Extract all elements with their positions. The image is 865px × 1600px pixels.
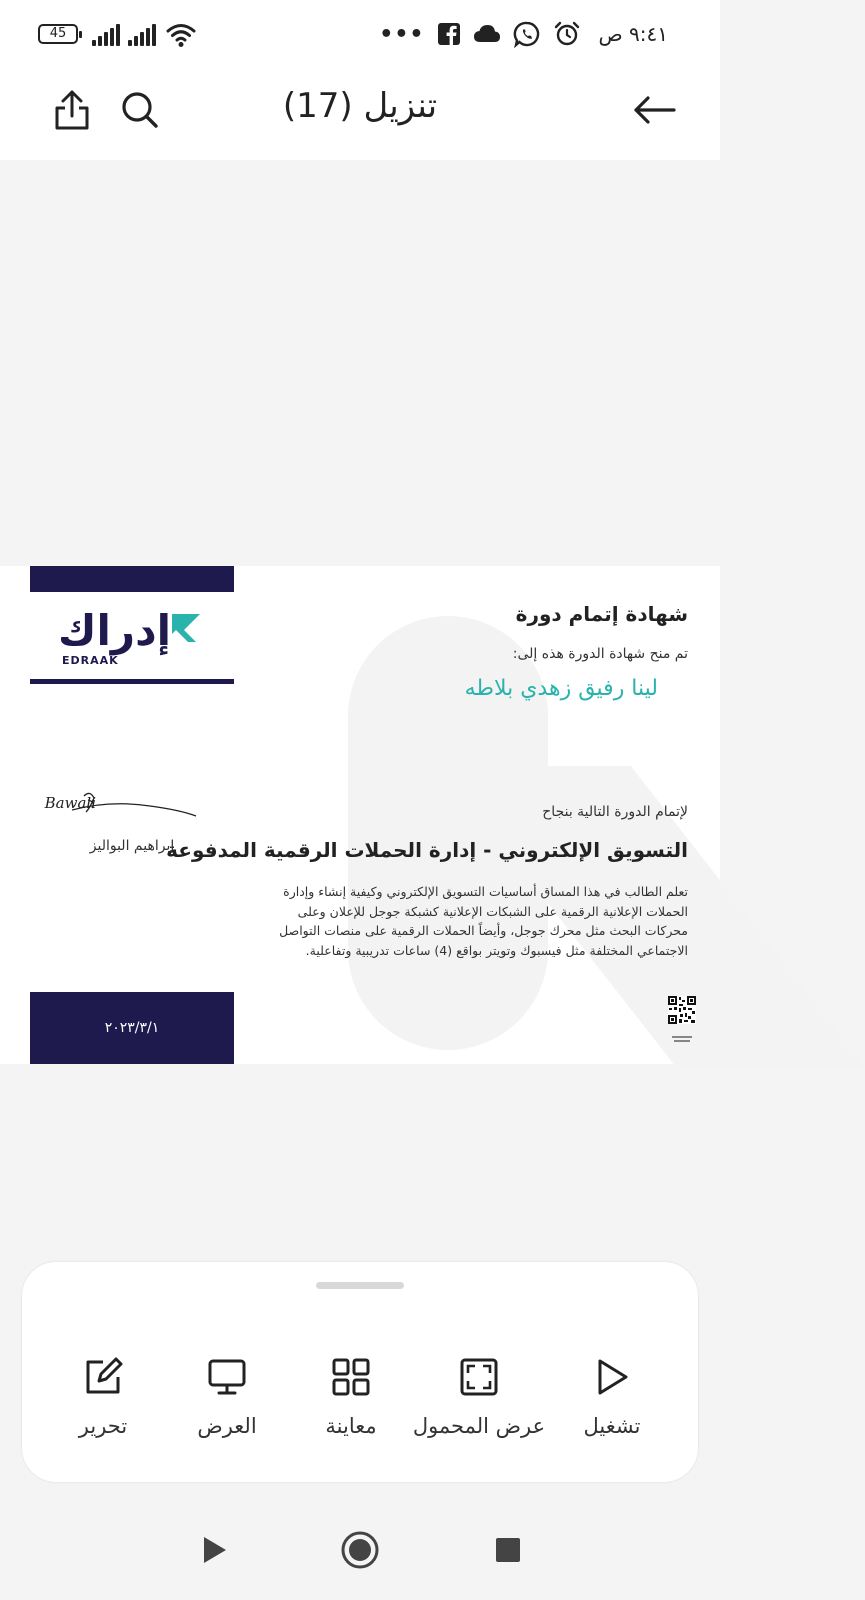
back-arrow-icon xyxy=(632,95,676,129)
edraak-logo xyxy=(30,592,234,684)
fullscreen-icon xyxy=(459,1357,499,1401)
display-label: العرض xyxy=(197,1414,257,1438)
nav-home-button[interactable] xyxy=(334,1526,386,1578)
recipient-name: لينا رفيق زهدي بلاطه xyxy=(464,676,658,701)
sheet-handle[interactable] xyxy=(316,1282,404,1289)
display-button[interactable] xyxy=(180,1354,274,1438)
system-nav-bar xyxy=(0,1504,720,1600)
search-icon xyxy=(120,90,160,134)
mobile-view-label: عرض المحمول xyxy=(412,1414,546,1438)
share-icon xyxy=(52,88,92,136)
logo-arrow-icon xyxy=(170,612,202,648)
app-header xyxy=(0,68,720,160)
completion-label: لإتمام الدورة التالية بنجاح xyxy=(542,804,688,820)
certificate-date-box xyxy=(30,992,234,1064)
signal-icon xyxy=(92,24,124,46)
status-bar xyxy=(0,0,720,68)
nav-recents-button[interactable] xyxy=(482,1526,534,1578)
play-label: تشغيل xyxy=(583,1414,641,1438)
nav-home-icon xyxy=(340,1530,380,1574)
play-button[interactable] xyxy=(560,1354,664,1438)
logo-text-ar: إدراك xyxy=(58,606,172,655)
sidebar-band-top xyxy=(30,566,234,592)
certificate-heading: شهادة إتمام دورة xyxy=(515,602,688,626)
action-bar xyxy=(22,1354,698,1454)
logo-text-en: EDRAAK xyxy=(62,654,119,667)
battery-icon xyxy=(38,24,78,44)
search-button[interactable] xyxy=(112,84,168,140)
nav-back-icon xyxy=(200,1535,228,1569)
qr-code-icon xyxy=(668,996,696,1024)
nav-back-button[interactable] xyxy=(188,1526,240,1578)
signal-icon-2 xyxy=(128,24,160,46)
share-button[interactable] xyxy=(44,84,100,140)
document-viewer[interactable] xyxy=(0,160,720,1244)
facebook-icon xyxy=(438,23,460,45)
battery-level: 45 xyxy=(49,26,67,41)
page-title: تنزيل (17) xyxy=(282,86,438,126)
bottom-sheet xyxy=(22,1262,698,1482)
back-button[interactable] xyxy=(626,84,682,140)
nav-recents-icon xyxy=(495,1537,521,1567)
course-title: التسويق الإلكتروني - إدارة الحملات الرقمية المدفوعة xyxy=(166,838,688,862)
edit-button[interactable] xyxy=(56,1354,150,1438)
qr-caption xyxy=(668,1028,696,1036)
edit-label: تحرير xyxy=(78,1414,128,1438)
certificate-date: ٢٠٢٣/٣/١ xyxy=(104,1020,160,1036)
signer-name: ابراهيم البواليز xyxy=(89,838,175,854)
wifi-icon xyxy=(166,22,196,52)
status-time: ٩:٤١ ص xyxy=(598,22,668,46)
signature-text: Bawali xyxy=(44,794,96,812)
whatsapp-icon xyxy=(514,21,540,47)
more-indicator: ••• xyxy=(379,21,425,47)
play-icon xyxy=(592,1357,632,1401)
awarded-to-label: تم منح شهادة الدورة هذه إلى: xyxy=(512,646,688,662)
cloud-icon xyxy=(474,25,500,43)
mobile-view-button[interactable] xyxy=(404,1354,554,1438)
certificate-page xyxy=(0,566,720,1064)
edit-icon xyxy=(83,1357,123,1401)
grid-icon xyxy=(331,1357,371,1401)
preview-label: معاينة xyxy=(325,1414,377,1438)
status-icons xyxy=(379,18,668,50)
alarm-icon xyxy=(554,21,580,47)
monitor-icon xyxy=(207,1357,247,1401)
signature-image xyxy=(44,788,200,828)
course-description: تعلم الطالب في هذا المساق أساسيات التسويق الإلكتروني وكيفية إنشاء وإدارة الحملات الإعلانية الرقمية على الشبكات الإعلانية كشبكة جوجل للإعلان وعلى محركات البحث مثل محرك جوجل، وأيضاً الحملات الرقمية على منصات التواصل الاجتماعي المختلفة مثل فيسبوك وتويتر بواقع (4) ساعات تدريبية وتفاعلية. xyxy=(279,884,688,958)
preview-button[interactable] xyxy=(304,1354,398,1438)
